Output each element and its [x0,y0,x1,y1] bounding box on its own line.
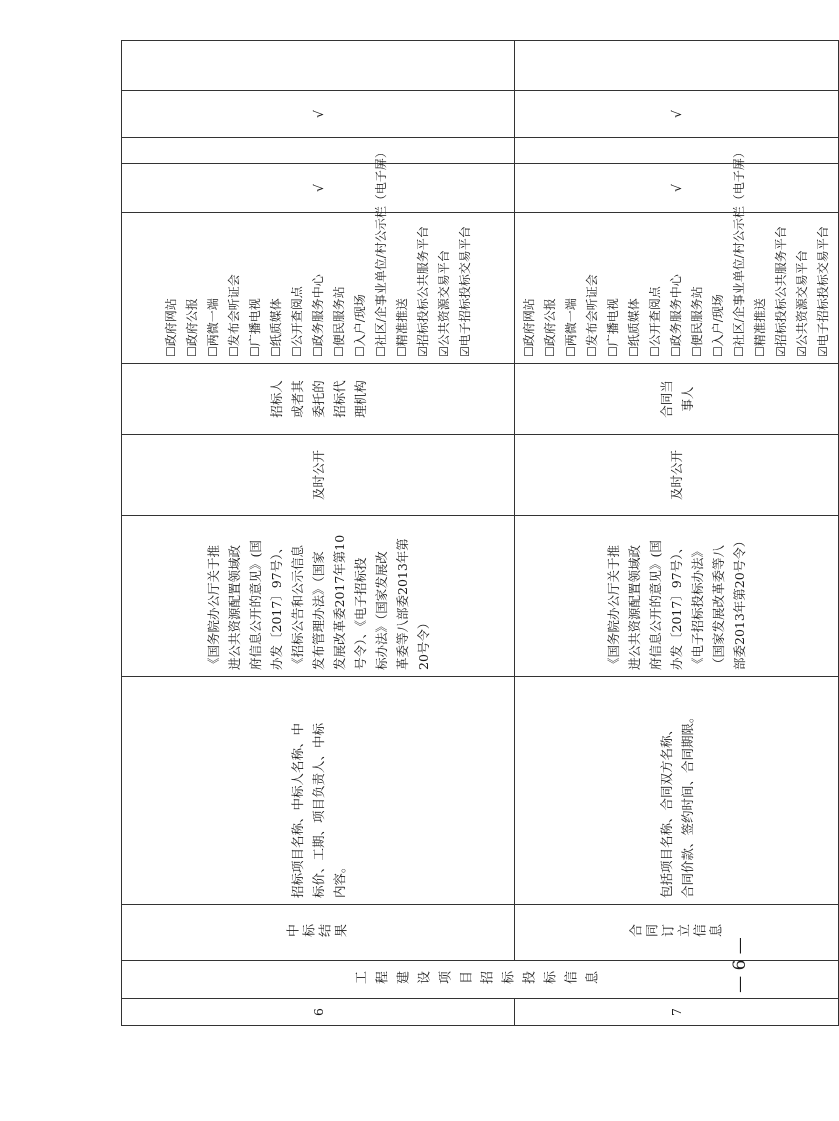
channel-checkbox: ☑公共资源交易平台 [436,250,451,357]
subject-line: 招标人 [268,380,284,418]
channel-checkbox: ☐纸质媒体 [627,298,641,357]
time-label: 及时公开 [310,450,326,501]
channel-checkbox: ☐精准推送 [753,298,767,357]
subject-line: 合同当 [658,380,674,418]
channel-checkbox: ☐入户/现场 [352,294,367,357]
channel-checkbox: ☐社区/企事业单位/村公示栏（电子屏） [373,146,388,357]
basis-line: 部委2013年第20号令） [732,534,747,670]
channel-checkbox: ☑招标投标公共服务平台 [774,226,788,357]
channel-checkbox: ☐纸质媒体 [268,298,283,357]
basis-line: 《电子招标投标办法》 [690,544,705,670]
basis-line: 办发〔2017〕97号）、 [268,541,284,670]
content-line: 包括项目名称、合同双方名称、 [658,722,674,898]
basis-line: 《国务院办公厅关于推 [606,544,621,670]
check-cell [515,41,839,91]
content-line: 招标项目名称、中标人名称、中 [289,722,305,898]
channel-checkbox: ☐政务服务中心 [669,274,683,357]
subject-line: 事人 [679,386,695,412]
category-label: 工程建设项目招标投标信息 [354,972,606,987]
basis-line: 标办法》（国家发展改 [373,551,389,670]
basis-line: 进公共资源配置领域政 [627,544,642,670]
content-line: 内容。 [331,860,347,898]
channel-checkbox: ☐政府公报 [543,298,557,357]
channel-checkbox: ☑公共资源交易平台 [795,250,809,357]
channel-checkbox: ☐政务服务中心 [310,274,325,357]
channel-checkbox: ☐公开查阅点 [289,286,304,357]
check-cell [122,164,515,213]
channel-list [161,146,476,357]
basis-line: 革委等八部委2013年第 [394,538,410,670]
row-index: 7 [669,1008,684,1016]
item-label: 中标结果 [286,925,350,940]
content-line: 合同价款、签约时间、合同期限。 [679,710,695,898]
check-cell [515,91,839,138]
subject-line: 招标代 [331,380,347,418]
channel-checkbox: ☐发布会听证会 [226,274,241,357]
channel-checkbox: ☑招标投标公共服务平台 [415,226,430,357]
basis-line: 号令）、《电子招标投 [352,557,368,670]
subject-line: 或者其 [289,380,305,418]
basis-line: 《国务院办公厅关于推 [205,544,221,670]
channel-list [519,146,834,357]
channel-checkbox: ☐入户/现场 [711,294,725,357]
item-cell [122,905,515,961]
subject-cell [122,364,515,435]
index-cell [122,999,515,1026]
basis-line: 府信息公开的意见》(国 [247,540,263,670]
basis-cell [515,516,839,677]
basis-line: 办发〔2017〕97号）、 [669,541,684,670]
channel-checkbox: ☐广播电视 [247,298,262,357]
index-cell [515,999,839,1026]
channel-checkbox: ☐社区/企事业单位/村公示栏（电子屏） [732,146,746,357]
channel-checkbox: ☐两微一端 [564,298,578,357]
channel-checkbox: ☐便民服务站 [331,286,346,357]
content-line: 标价、工期、项目负责人、中标 [310,722,326,898]
channel-checkbox: ☐两微一端 [205,298,220,357]
channel-checkbox: ☐政府网站 [522,298,536,357]
channel-checkbox: ☐便民服务站 [690,286,704,357]
basis-line: 发展改革委2017年第10 [331,534,347,670]
basis-line: 进公共资源配置领域政 [226,544,242,670]
check-cell [515,138,839,164]
channel-checkbox: ☑电子招标投标交易平台 [457,226,472,357]
time-cell [515,435,839,516]
basis-line: 府信息公开的意见》(国 [648,540,663,670]
item-label: 合同订立信息 [628,925,725,940]
check-cell [122,91,515,138]
basis-line: 发布管理办法》（国家 [310,551,326,670]
disclosure-table [121,40,839,1026]
basis-line: （国家发展改革委等八 [711,544,726,670]
check-mark: √ [310,110,326,118]
channel-checkbox: ☐政府网站 [163,298,178,357]
basis-cell [122,516,515,677]
basis-line: 20号令） [415,616,431,670]
rotated-page [121,92,830,1026]
channel-checkbox: ☐公开查阅点 [648,286,662,357]
table-row [122,41,515,1026]
check-mark: √ [669,110,684,118]
channel-cell [122,146,515,364]
item-cell [515,905,839,961]
check-cell [122,138,515,164]
channel-cell [515,146,839,364]
check-cell [515,164,839,213]
page-number: — 6 — [729,937,750,993]
subject-cell [515,364,839,435]
channel-checkbox: ☑电子招标投标交易平台 [816,226,830,357]
subject-line: 理机构 [352,380,368,418]
basis-line: 《招标公告和公示信息 [289,544,305,670]
check-mark: √ [669,184,684,192]
row-index: 6 [310,1008,326,1016]
time-cell [122,435,515,516]
content-cell [122,677,515,905]
table-row [515,41,839,1026]
check-mark: √ [310,184,326,192]
channel-checkbox: ☐政府公报 [184,298,199,357]
check-cell [122,41,515,91]
content-cell [515,677,839,905]
time-label: 及时公开 [669,450,684,501]
channel-checkbox: ☐精准推送 [394,298,409,357]
channel-checkbox: ☐广播电视 [606,298,620,357]
subject-line: 委托的 [310,380,326,418]
channel-checkbox: ☐发布会听证会 [585,274,599,357]
